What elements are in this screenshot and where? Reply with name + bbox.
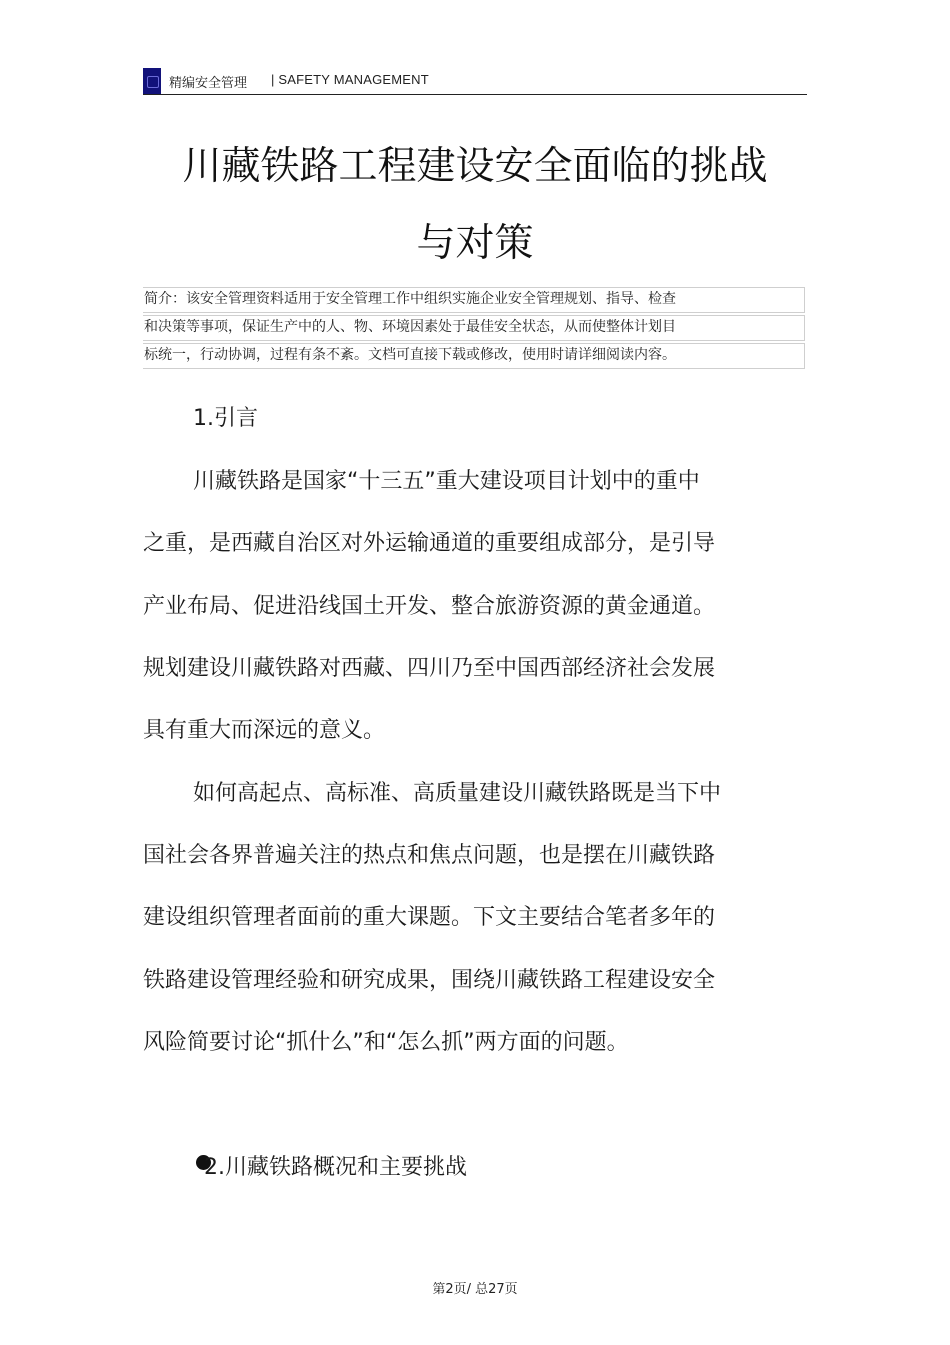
- intro-line-3: 标统一，行动协调，过程有条不紊。文档可直接下载或修改，使用时请详细阅读内容。: [143, 343, 805, 369]
- header-brand-en: | SAFETY MANAGEMENT: [271, 72, 429, 87]
- para1-line-4: 规划建设川藏铁路对西藏、四川乃至中国西部经济社会发展: [143, 656, 716, 681]
- para1-line-1: 川藏铁路是国家“十三五”重大建设项目计划中的重中: [193, 469, 700, 494]
- intro-box: [143, 287, 805, 371]
- para2-line-2: 国社会各界普遍关注的热点和焦点问题，也是摆在川藏铁路: [143, 843, 716, 868]
- document-title-line-2: 与对策: [416, 221, 534, 266]
- header-brand-cn: 精编安全管理: [169, 76, 248, 91]
- para2-line-3: 建设组织管理者面前的重大课题。下文主要结合笔者多年的: [143, 905, 716, 930]
- para2-line-5: 风险简要讨论“抓什么”和“怎么抓”两方面的问题。: [143, 1030, 629, 1055]
- para1-line-3: 产业布局、促进沿线国土开发、整合旅游资源的黄金通道。: [143, 594, 716, 619]
- para1-line-5: 具有重大而深远的意义。: [143, 718, 386, 743]
- page-header: [143, 66, 807, 95]
- intro-line-1: 简介：该安全管理资料适用于安全管理工作中组织实施企业安全管理规划、指导、检查: [143, 287, 805, 313]
- logo-icon: [143, 68, 161, 94]
- intro-line-2: 和决策等事项，保证生产中的人、物、环境因素处于最佳安全状态，从而使整体计划目: [143, 315, 805, 341]
- page-footer: 第2页/ 总27页: [432, 1282, 518, 1297]
- para2-line-4: 铁路建设管理经验和研究成果，围绕川藏铁路工程建设安全: [143, 968, 716, 993]
- document-title-line-1: 川藏铁路工程建设安全面临的挑战: [182, 144, 768, 189]
- section-1-heading: 1.引言: [193, 406, 258, 431]
- para1-line-2: 之重，是西藏自治区对外运输通道的重要组成部分，是引导: [143, 531, 716, 556]
- section-2-heading: 2.川藏铁路概况和主要挑战: [204, 1155, 467, 1180]
- para2-line-1: 如何高起点、高标准、高质量建设川藏铁路既是当下中: [193, 781, 722, 806]
